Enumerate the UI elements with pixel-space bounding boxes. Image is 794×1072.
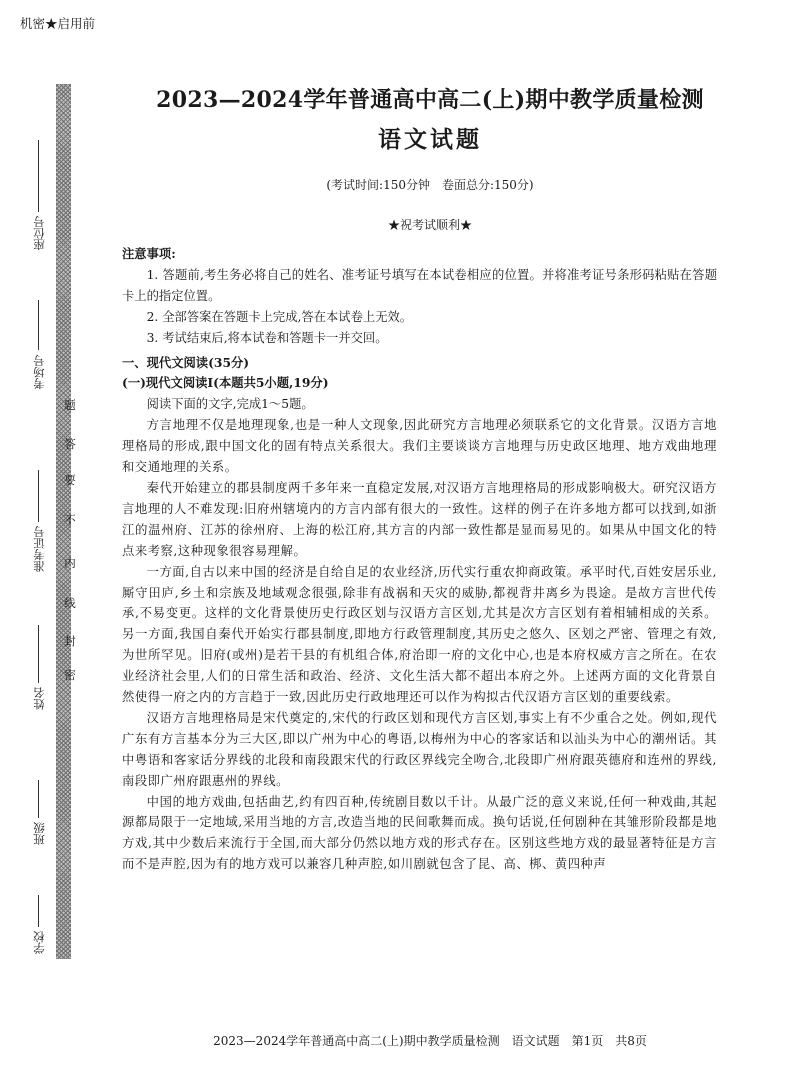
seal-char: 答 bbox=[64, 437, 76, 451]
passage-paragraph: 方言地理不仅是地理现象,也是一种人文现象,因此研究方言地理必须联系它的文化背景。汉语方言地理格局的形成,跟中国文化的固有特点关系很大。我们主要谈谈方言地理与历史政区地理、地方戏曲地理和交通地理的关系。 bbox=[122, 418, 717, 475]
notice-heading: 注意事项: bbox=[122, 246, 176, 261]
notice-item: 3. 考试结束后,将本试卷和答题卡一并交回。 bbox=[146, 330, 388, 345]
fill-line bbox=[38, 895, 39, 927]
school-label: 学校 bbox=[32, 931, 46, 954]
seal-char: 题 bbox=[64, 398, 76, 412]
section-subheading: (一)现代文阅读Ⅰ(本题共5小题,19分) bbox=[122, 375, 329, 391]
notice-item: 1. 答题前,考生务必将自己的姓名、准考证号填写在本试卷相应的位置。并将准考证号条形码粘贴在答题卡上的指定位置。 bbox=[122, 267, 717, 303]
exam-meta: (考试时间:150分钟 卷面总分:150分) bbox=[326, 178, 534, 192]
school-field bbox=[28, 895, 50, 965]
fill-line bbox=[38, 470, 39, 522]
seal-char: 线 bbox=[64, 596, 76, 610]
good-luck-line: ★祝考试顺利★ bbox=[387, 218, 472, 232]
notice-item: 2. 全部答案在答题卡上完成,答在本试卷上无效。 bbox=[146, 309, 413, 324]
section-heading: 一、现代文阅读(35分) bbox=[122, 354, 250, 370]
confidential-stamp: 机密★启用前 bbox=[20, 16, 96, 31]
seal-char: 不 bbox=[64, 513, 76, 527]
admission-ticket-field bbox=[28, 470, 50, 610]
fill-line bbox=[38, 625, 39, 683]
admission-ticket-label: 准考证号 bbox=[32, 526, 46, 572]
exam-content bbox=[122, 244, 717, 875]
seal-char: 内 bbox=[64, 556, 76, 570]
seal-char: 要 bbox=[64, 473, 76, 487]
class-label: 班级 bbox=[32, 822, 46, 845]
seat-number-label: 座位号 bbox=[32, 216, 46, 251]
exam-room-label: 考场号 bbox=[32, 355, 46, 390]
fill-line bbox=[38, 780, 39, 818]
passage-paragraph: 一方面,自古以来中国的经济是自给自足的农业经济,历代实行重农抑商政策。承平时代,百姓安居乐业,厮守田庐,乡土和宗族及地域观念很强,除非有战祸和天灾的威胁,都视背井离乡为畏途。是故方言世代传承,不易变更。这样的文化背景使历史行政区划与汉语方言区划,尤其是次方言区划有着相辅相成的关系。另一方面,我国自秦代开始实行郡县制度,即地方行政管理制度,其历史之悠久、区划之严密、管理之有效,为世所罕见。旧府(或州)是若干县的有机组合体,府治即一府的文化中心,也是本府权威方言之所在。在农业经济社会里,人们的日常生活和政治、经济、文化生活大都不超出本府之外。上述两方面的文化背景自然使得一府之内的方言趋于一致,因此历史行政地理还可以作为构拟古代汉语方言区划的重要线索。 bbox=[122, 564, 717, 705]
seal-char: 封 bbox=[64, 634, 76, 648]
seat-number-field bbox=[28, 140, 50, 265]
class-field bbox=[28, 780, 50, 880]
name-field bbox=[28, 625, 50, 725]
exam-subtitle: 语文试题 bbox=[378, 126, 482, 153]
passage-paragraph: 中国的地方戏曲,包括曲艺,约有四百种,传统剧目数以千计。从最广泛的意义来说,任何一种戏曲,其起源都局限于一定地域,采用当地的方言,改造当地的民间歌舞而成。换句话说,任何剧种在其雏形阶段都是地方戏,其中少数后来流行于全国,而大部分仍然以地方戏的形式存在。区别这些地方戏的最显著特征是方言而不是声腔,因为有的地方戏可以兼容几种声腔,如川剧就包含了昆、高、梆、黄四种声 bbox=[122, 794, 717, 872]
exam-title: 2023—2024学年普通高中高二(上)期中教学质量检测 bbox=[156, 87, 704, 113]
page-footer: 2023—2024学年普通高中高二(上)期中教学质量检测 语文试题 第1页 共8页 bbox=[213, 1034, 647, 1048]
exam-room-field bbox=[28, 300, 50, 405]
passage-paragraph: 汉语方言地理格局是宋代奠定的,宋代的行政区划和现代方言区划,事实上有不少重合之处。例如,现代广东有方言基本分为三大区,即以广州为中心的粤语,以梅州为中心的客家话和以汕头为中心的潮州话。其中粤语和客家话分界线的北段和南段跟宋代的行政区界线完全吻合,北段即广州府跟英德府和连州的界线,南段即广州府跟惠州的界线。 bbox=[122, 710, 717, 788]
passage-paragraph: 秦代开始建立的郡县制度两千多年来一直稳定发展,对汉语方言地理格局的形成影响极大。研究汉语方言地理的人不难发现:旧府州辖境内的方言内部有很大的一致性。这样的例子在许多地方都可以找到,如浙江的温州府、江苏的徐州府、上海的松江府,其方言的内部一致性都是显而易见的。如果从中国文化的特点来考察,这种现象很容易理解。 bbox=[122, 480, 717, 558]
fill-line bbox=[38, 300, 39, 350]
seal-char: 密 bbox=[64, 668, 76, 682]
reading-instruction: 阅读下面的文字,完成1～5题。 bbox=[146, 397, 314, 412]
name-label: 姓名 bbox=[32, 687, 46, 710]
fill-line bbox=[38, 140, 39, 212]
